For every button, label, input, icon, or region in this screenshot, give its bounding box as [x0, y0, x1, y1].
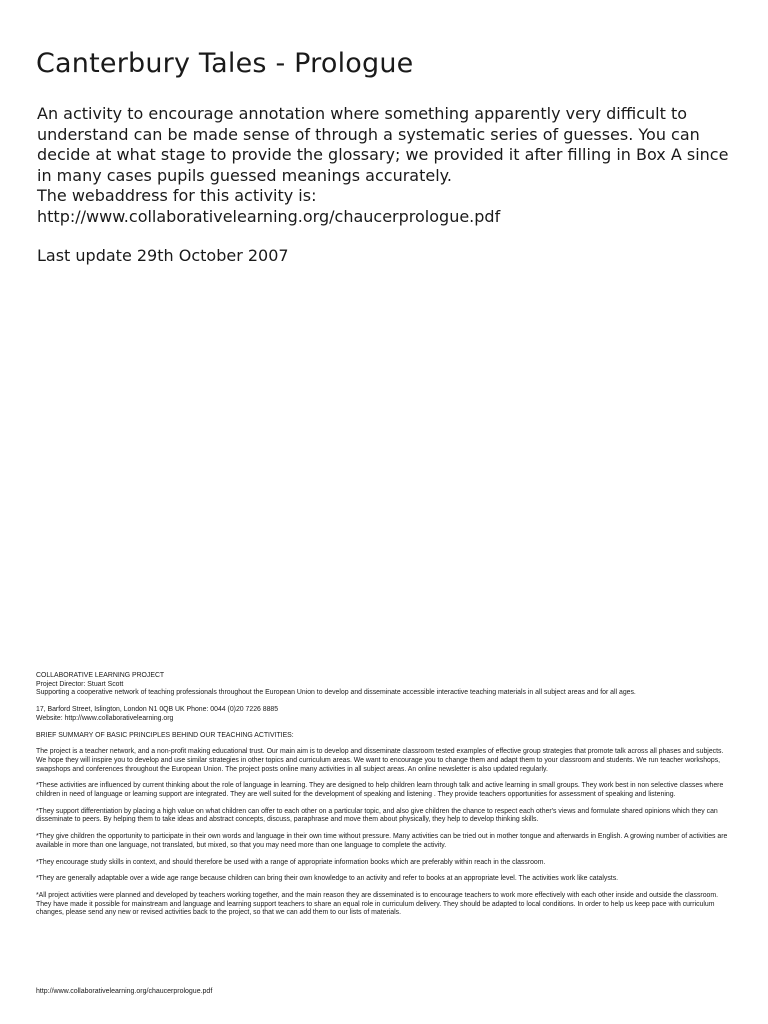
principle-item: *They support differentiation by placing a high value on what children can offer to each other on a particular topic, and also give children the chance to respect each other's views and formulate shared opinions which they can disseminate to peers. By helping them to take ideas and abstract concepts, discuss, paraphrase and move them about physically, they help to develop thinking skills. [36, 807, 718, 824]
last-update: Last update 29th October 2007 [37, 246, 289, 265]
page-title: Canterbury Tales - Prologue [36, 48, 414, 79]
principle-item: *They are generally adaptable over a wide age range because children can bring their own knowledge to an activity and refer to books at an appropriate level. The activities work like catalysts. [36, 875, 619, 883]
principle-item: *All project activities were planned and developed by teachers working together, and the main reason they are disseminated is to encourage teachers to work more effectively with each other inside and outside the classroom. They have made it possible for mainstream and language and learning support teachers to share an equal role in curriculum delivery. They should be adapted to local conditions. In order to help us keep pace with curriculum changes, please send any new or revised activities back to the project, so that we can add them to our lists of materials. [36, 891, 719, 917]
intro-paragraph: An activity to encourage annotation where something apparently very difficult to understand can be made sense of through a systematic series of guesses. You can decide at what stage to provide the glossary; we provided it after filling in Box A since in many cases pupils guessed meanings accurately. [37, 104, 729, 185]
page-footer-url: http://www.collaborativelearning.org/chaucerprologue.pdf [36, 988, 213, 995]
intro-section [37, 104, 737, 227]
org-tagline: Supporting a cooperative network of teaching professionals throughout the European Union to develop and disseminate accessible interactive teaching materials in all subject areas and for all ages. [36, 689, 636, 697]
webaddress-label: The webaddress for this activity is: [37, 186, 317, 205]
summary-heading: BRIEF SUMMARY OF BASIC PRINCIPLES BEHIND OUR TEACHING ACTIVITIES: [36, 731, 294, 739]
org-name: COLLABORATIVE LEARNING PROJECT [36, 672, 165, 679]
principle-item: *These activities are influenced by current thinking about the role of language in learning. They are designed to help children learn through talk and active learning in small groups. They work best in non selective classes where children in need of language or learning support are integrated. They are well suited for the development of speaking and listening . They provide teachers opportunities for assessment of speaking and listening. [36, 782, 724, 799]
org-website: Website: http://www.collaborativelearning.org [36, 714, 174, 722]
summary-intro: The project is a teacher network, and a non-profit making educational trust. Our main aim is to develop and disseminate classroom tested examples of effective group strategies that promote talk across all phases and subjects. We hope they will inspire you to develop and use similar strategies in other topics and curriculum areas. We want to encourage you to change them and adapt them to your classroom and students. We run teacher workshops, swapshops and conferences throughout the European Union. The project posts online many activities in all subject areas. An online newsletter is also updated regularly. [36, 748, 724, 773]
project-director: Project Director: Stuart Scott [36, 680, 124, 688]
principle-item: *They give children the opportunity to participate in their own words and language in their own time without pressure. Many activities can be tried out in mother tongue and afterwards in English. A growing number of activities are available in more than one language, not translated, but mixed, so that you may need more than one language to complete the activity. [36, 833, 728, 849]
principle-item: *They encourage study skills in context, and should therefore be used with a range of appropriate information books which are preferably within reach in the classroom. [36, 858, 546, 866]
footer-block [36, 672, 732, 918]
principles-list [36, 782, 732, 918]
webaddress-url: http://www.collaborativelearning.org/chaucerprologue.pdf [37, 206, 501, 226]
org-address: 17, Barford Street, Islington, London N1 0QB UK Phone: 0044 (0)20 7226 8885 [36, 706, 279, 714]
